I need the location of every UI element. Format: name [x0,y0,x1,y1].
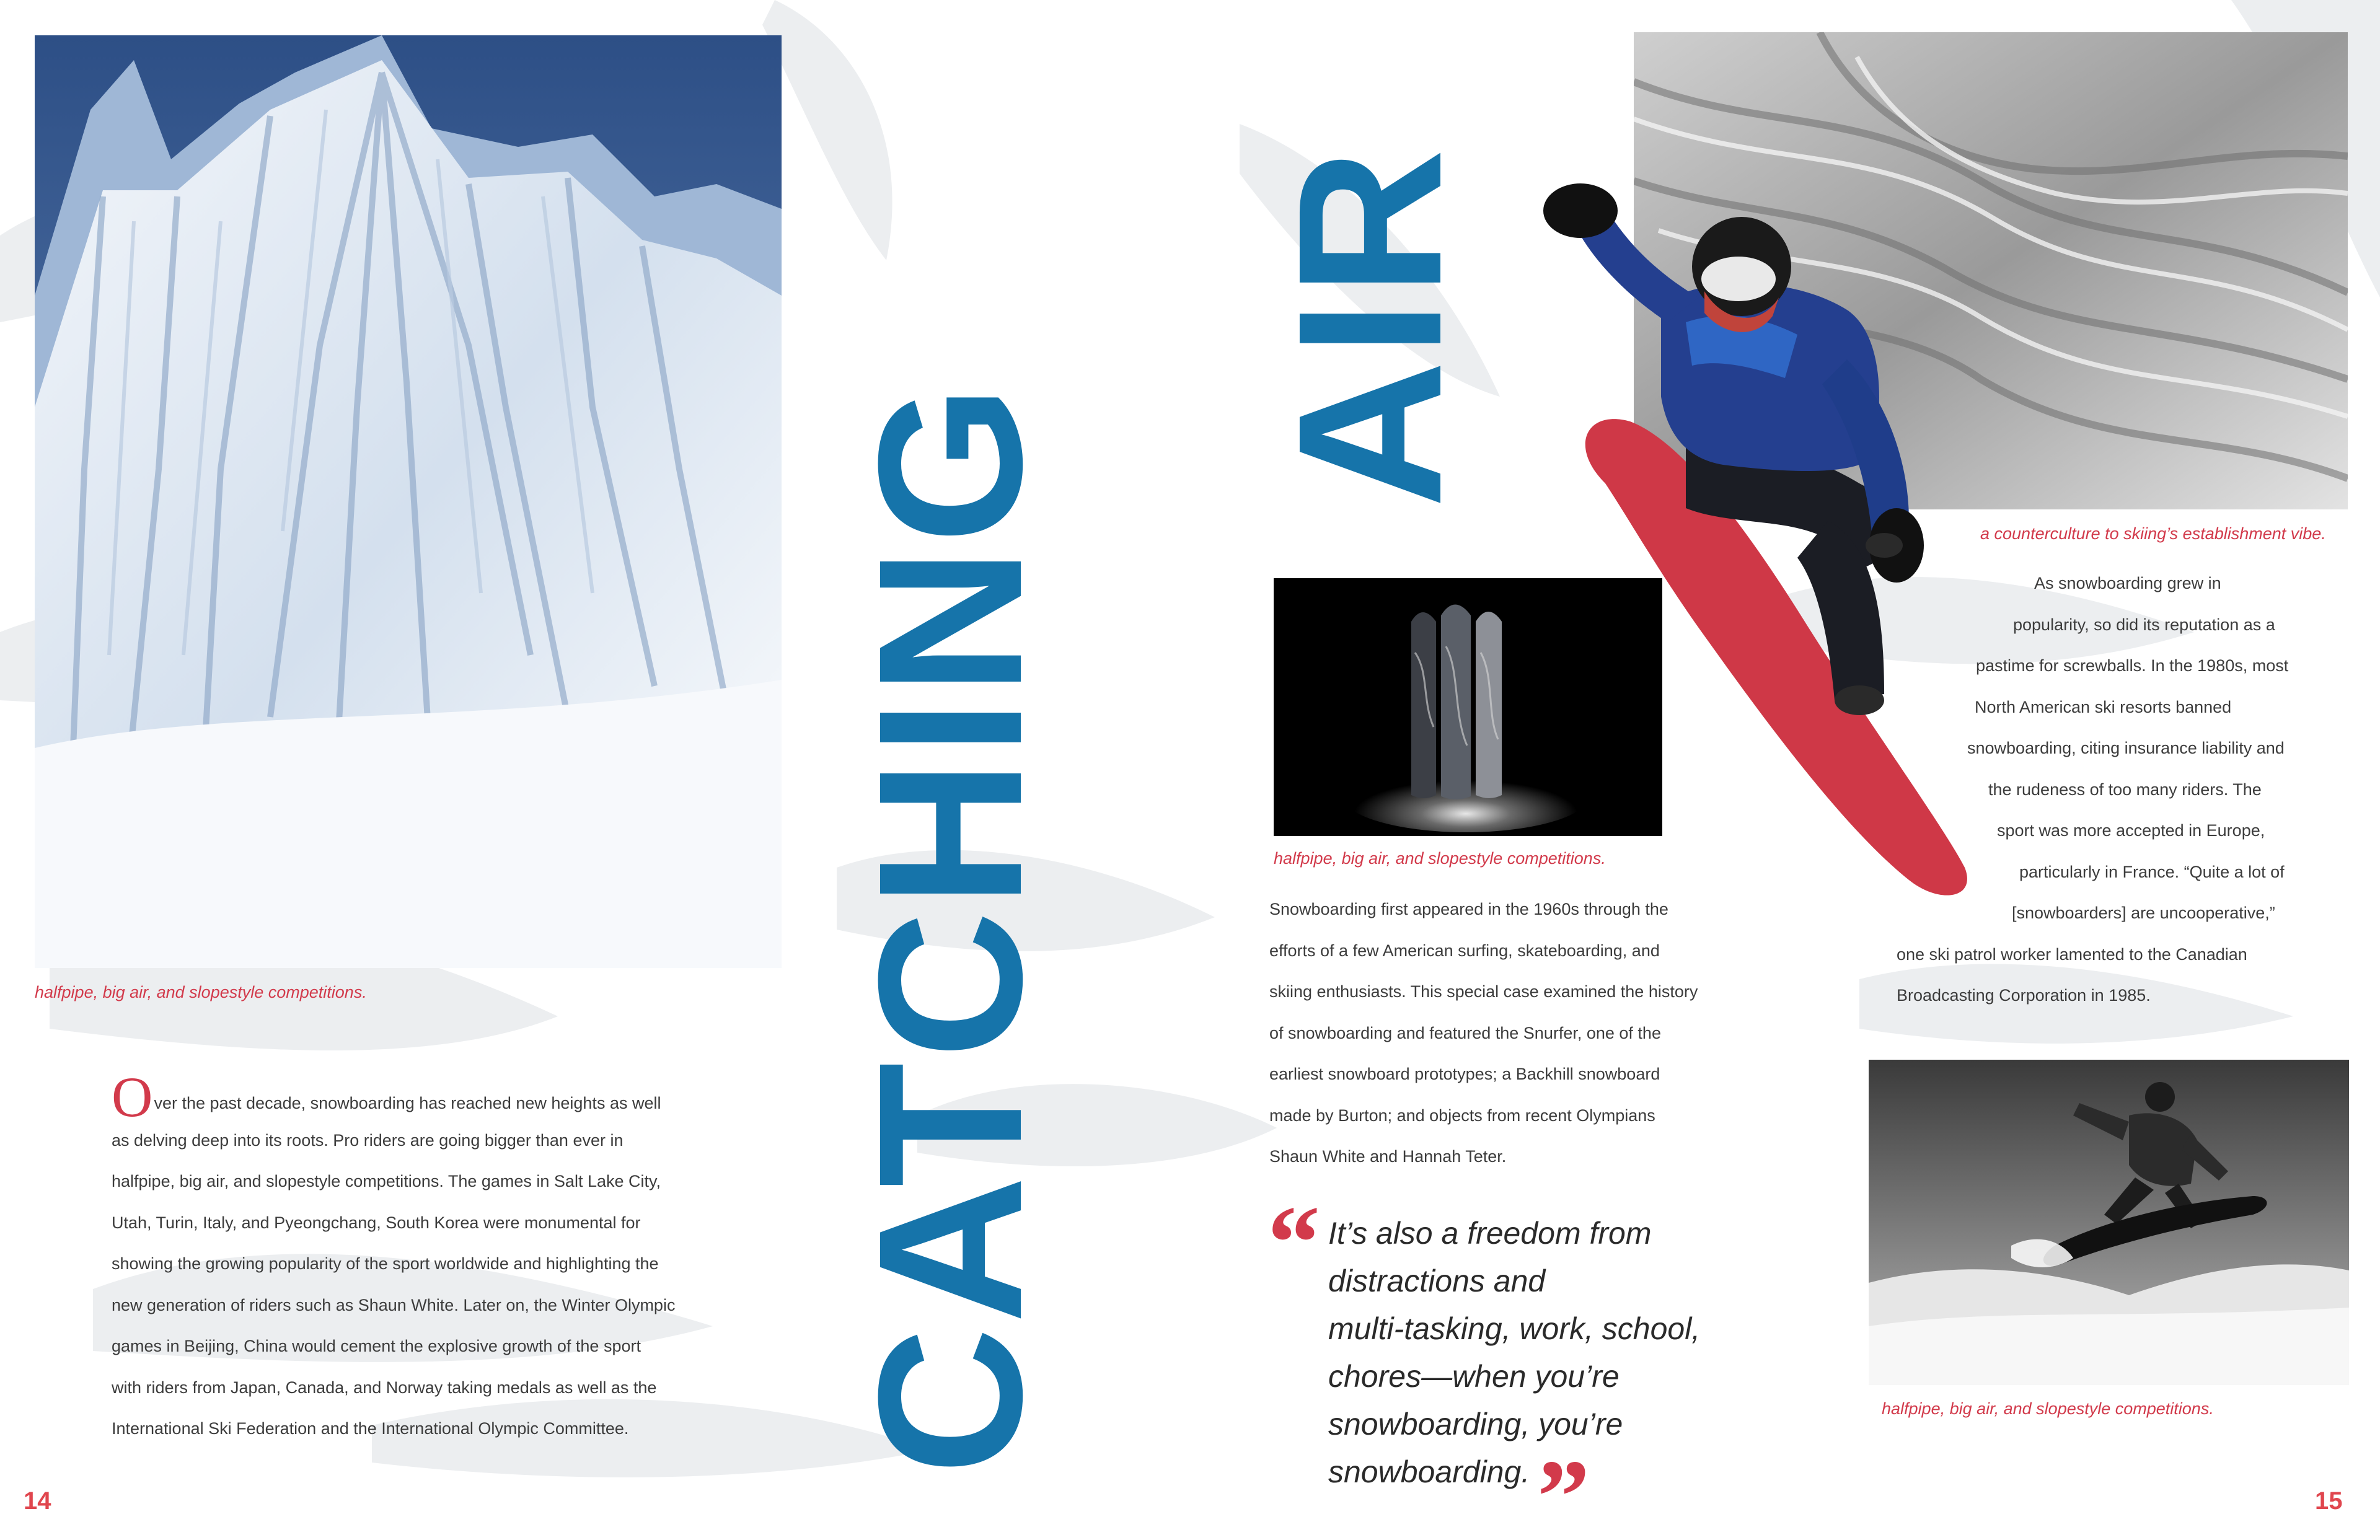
intro-line-8: with riders from Japan, Canada, and Norway taking medals as well as the [112,1378,657,1397]
reputation-line-8: particularly in France. “Quite a lot of [2019,862,2285,881]
snowboard-jump-caption: halfpipe, big air, and slopestyle competitions. [1882,1399,2214,1418]
reputation-paragraph [1897,563,2288,1016]
reputation-line-1: As snowboarding grew in [2034,574,2221,592]
headline-catching: CATCHING [835,381,1064,1475]
snow-ridges-caption: a counterculture to skiing’s establishment vibe. [1980,524,2326,543]
reputation-line-4: North American ski resorts banned [1975,697,2232,716]
history-line-5: earliest snowboard prototypes; a Backhill snowboard [1269,1065,1660,1083]
snowboards-display-caption: halfpipe, big air, and slopestyle competitions. [1274,849,1606,868]
headline-air: AIR [1255,144,1484,508]
intro-paragraph [112,1065,676,1450]
intro-line-3: halfpipe, big air, and slopestyle competitions. The games in Salt Lake City, [112,1172,661,1190]
intro-line-4: Utah, Turin, Italy, and Pyeongchang, South Korea were monumental for [112,1213,641,1232]
reputation-line-9: [snowboarders] are uncooperative,” [2012,904,2275,922]
reputation-line-5: snowboarding, citing insurance liability and [1967,739,2285,757]
reputation-line-2: popularity, so did its reputation as a [2013,615,2275,634]
intro-line-2: as delving deep into its roots. Pro riders are going bigger than ever in [112,1130,624,1150]
drop-cap: O [112,1065,153,1129]
history-line-6: made by Burton; and objects from recent Olympians [1269,1106,1655,1125]
history-line-7: Shaun White and Hannah Teter. [1269,1147,1507,1166]
pull-quote [1328,1210,1700,1496]
reputation-line-10: one ski patrol worker lamented to the Canadian [1897,944,2247,964]
quote-line-1: It’s also a freedom from [1328,1216,1652,1251]
snowboards-display-photo [1274,578,1662,836]
intro-line-7: games in Beijing, China would cement the explosive growth of the sport [112,1337,641,1355]
history-line-2: efforts of a few American surfing, skateboarding, and [1269,941,1660,960]
quote-line-5: snowboarding, you’re [1328,1407,1623,1441]
mountain-photo-caption: halfpipe, big air, and slopestyle competitions. [35,983,367,1001]
reputation-line-7: sport was more accepted in Europe, [1997,821,2265,840]
intro-line-5: showing the growing popularity of the sport worldwide and highlighting the [112,1254,659,1273]
page-number-right: 15 [2315,1487,2343,1515]
page-number-left: 14 [24,1487,51,1515]
intro-line-9: International Ski Federation and the International Olympic Committee. [112,1419,629,1438]
reputation-line-3: pastime for screwballs. In the 1980s, most [1976,656,2289,675]
mountain-photo [35,35,782,968]
intro-line-6: new generation of riders such as Shaun White. Later on, the Winter Olympic [112,1295,676,1314]
quote-open-mark: “ [1267,1184,1320,1301]
quote-line-4: chores—when you’re [1328,1359,1620,1394]
history-line-1: Snowboarding first appeared in the 1960s through the [1269,900,1668,918]
history-line-4: of snowboarding and featured the Snurfer, one of the [1269,1023,1661,1042]
quote-line-3: multi-tasking, work, school, [1328,1311,1701,1346]
intro-line-1-text: ver the past decade, snowboarding has reached new heights as well [154,1094,661,1112]
quote-close-mark: ” [1537,1438,1590,1540]
quote-line-2: distractions and [1328,1264,1546,1298]
history-line-3: skiing enthusiasts. This special case examined the history [1269,982,1698,1001]
snowboard-jump-photo [1869,1060,2349,1385]
reputation-line-6: the rudeness of too many riders. The [1988,780,2262,799]
intro-line-1 [112,1065,675,1129]
quote-line-6: snowboarding. [1328,1454,1530,1489]
reputation-line-11: Broadcasting Corporation in 1985. [1897,986,2151,1005]
history-paragraph [1269,889,1698,1177]
